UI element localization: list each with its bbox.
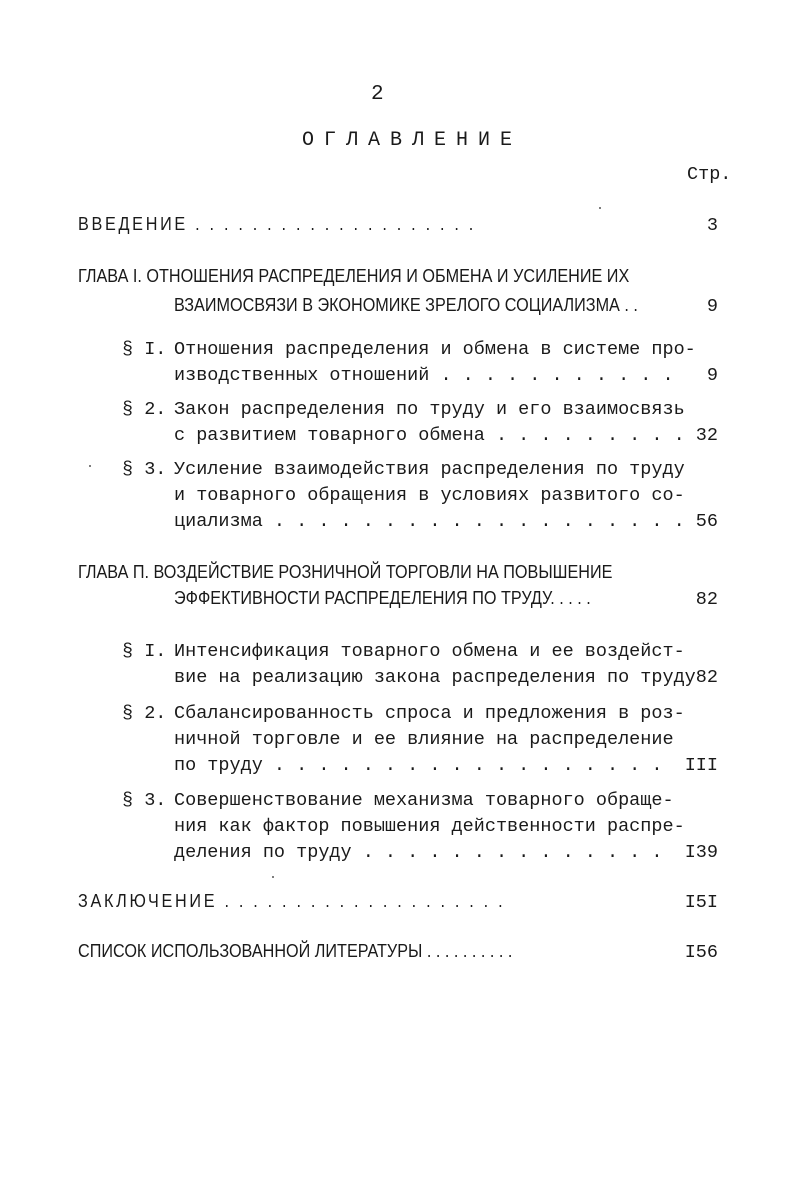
- toc-entry-line: Отношения распределения и обмена в системе про-: [174, 339, 696, 360]
- toc-entry-line: СПИСОК ИСПОЛЬЗОВАННОЙ ЛИТЕРАТУРЫ . . . . . . . . . .: [78, 941, 513, 961]
- toc-entry-page: I39: [684, 842, 718, 863]
- toc-entry-page: I56: [684, 942, 718, 963]
- toc-entry-line: изводственных отношений . . . . . . . . . . .: [174, 365, 674, 386]
- toc-entry-line: деления по труду . . . . . . . . . . . . . .: [174, 842, 663, 863]
- toc-section-number: § 2.: [122, 399, 167, 420]
- scan-speck: [272, 876, 274, 878]
- toc-section-number: § 3.: [122, 459, 167, 480]
- toc-title: ОГЛАВЛЕНИЕ: [302, 129, 523, 152]
- toc-section-number: § 3.: [122, 790, 167, 811]
- toc-entry-page: 3: [706, 215, 718, 236]
- toc-entry-line: и товарного обращения в условиях развитого со-: [174, 485, 685, 506]
- toc-section-number: § 2.: [122, 703, 167, 724]
- toc-entry-page: 82: [695, 667, 718, 688]
- toc-entry-line: ГЛАВА I. ОТНОШЕНИЯ РАСПРЕДЕЛЕНИЯ И ОБМЕНА И УСИЛЕНИЕ ИХ: [78, 266, 630, 286]
- toc-entry-line: Закон распределения по труду и его взаимосвязь: [174, 399, 685, 420]
- toc-entry-line: с развитием товарного обмена . . . . . . . . .: [174, 425, 685, 446]
- scan-speck: [599, 207, 601, 209]
- toc-section-number: § I.: [122, 339, 167, 360]
- toc-entry-page: 9: [706, 296, 718, 317]
- toc-entry-page: 9: [706, 365, 718, 386]
- page-column-label: Стр.: [687, 164, 732, 185]
- toc-entry-line: вие на реализацию закона распределения по труду: [174, 667, 696, 688]
- toc-entry-line: ния как фактор повышения действенности распре-: [174, 816, 685, 837]
- toc-entry-page: 56: [695, 511, 718, 532]
- toc-entry-line: Интенсификация товарного обмена и ее воздейст-: [174, 641, 685, 662]
- toc-entry-line: ГЛАВА П. ВОЗДЕЙСТВИЕ РОЗНИЧНОЙ ТОРГОВЛИ НА ПОВЫШЕНИЕ: [78, 562, 613, 582]
- toc-entry-line: Сбалансированность спроса и предложения в роз-: [174, 703, 685, 724]
- toc-entry-page: 82: [695, 589, 718, 610]
- toc-entry-page: 32: [695, 425, 718, 446]
- toc-entry-line: циализма . . . . . . . . . . . . . . . . . . .: [174, 511, 685, 532]
- toc-entry-line: Усиление взаимодействия распределения по труду: [174, 459, 685, 480]
- toc-entry-line: по труду . . . . . . . . . . . . . . . . . .: [174, 755, 663, 776]
- toc-entry-line: ВВЕДЕНИЕ . . . . . . . . . . . . . . . . . . . .: [78, 214, 476, 234]
- toc-entry-page: I5I: [684, 892, 718, 913]
- toc-entry-line: ничной торговле и ее влияние на распределение: [174, 729, 674, 750]
- page-number: 2: [371, 83, 384, 106]
- toc-entry-line: ЗАКЛЮЧЕНИЕ . . . . . . . . . . . . . . . . . . . .: [78, 891, 506, 911]
- toc-section-number: § I.: [122, 641, 167, 662]
- toc-entry-line: Совершенствование механизма товарного обраще-: [174, 790, 674, 811]
- toc-entry-page: III: [684, 755, 718, 776]
- scan-speck: [89, 465, 91, 467]
- toc-entry-line: ВЗАИМОСВЯЗИ В ЭКОНОМИКЕ ЗРЕЛОГО СОЦИАЛИЗМА . .: [174, 295, 638, 315]
- toc-entry-line: ЭФФЕКТИВНОСТИ РАСПРЕДЕЛЕНИЯ ПО ТРУДУ. . . . .: [174, 588, 591, 608]
